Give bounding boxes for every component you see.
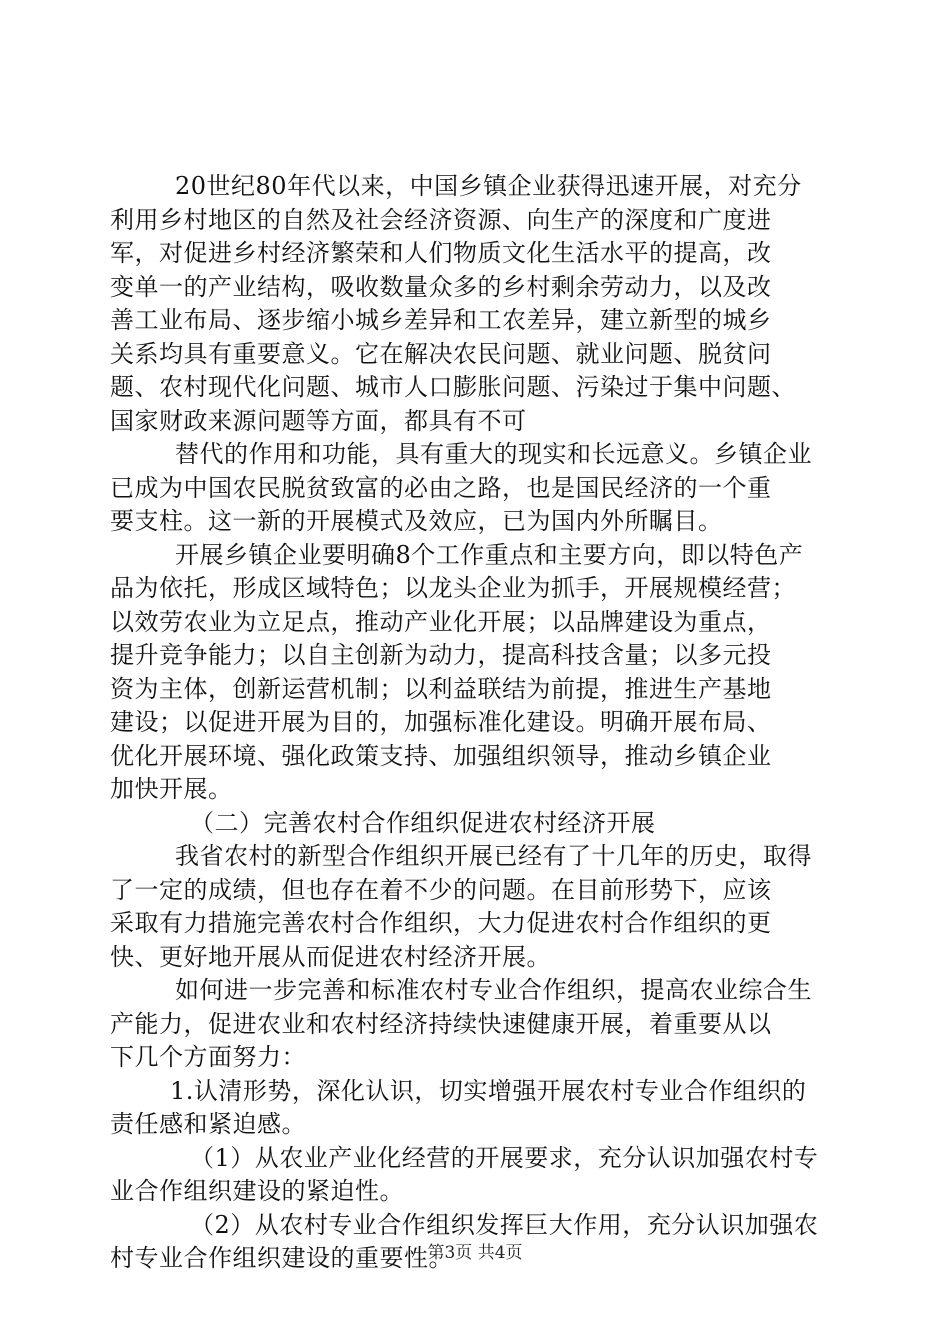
text-line: 了一定的成绩，但也存在着不少的问题。在目前形势下，应该 bbox=[110, 875, 772, 904]
text-line: 快、更好地开展从而促进农村经济开展。 bbox=[110, 942, 551, 971]
text-line: 如何进一步完善和标准农村专业合作组织，提高农业综合生 bbox=[175, 976, 812, 1004]
text-line: 替代的作用和功能，具有重大的现实和长远意义。乡镇企业 bbox=[175, 440, 812, 468]
page-footer: 第3页 共4页 bbox=[427, 1243, 523, 1263]
text-line: 题、农村现代化问题、城市人口膨胀问题、污染过于集中问题、 bbox=[110, 373, 796, 401]
text-line: 军，对促进乡村经济繁荣和人们物质文化生活水平的提高，改 bbox=[110, 239, 772, 267]
text-line: 20世纪80年代以来，中国乡镇企业获得迅速开展，对充分 bbox=[175, 172, 802, 200]
text-line: 下几个方面努力： bbox=[110, 1043, 306, 1071]
text-line: 变单一的产业结构，吸收数量众多的乡村剩余劳动力，以及改 bbox=[110, 272, 772, 301]
text-line: 提升竞争能力；以自主创新为动力，提高科技含量；以多元投 bbox=[110, 641, 772, 669]
text-line: 国家财政来源问题等方面，都具有不可 bbox=[110, 406, 527, 435]
text-line: 优化开展环境、强化政策支持、加强组织领导，推动乡镇企业 bbox=[110, 741, 772, 770]
text-line: 开展乡镇企业要明确8个工作重点和主要方向，即以特色产 bbox=[175, 540, 804, 569]
text-line: 产能力，促进农业和农村经济持续快速健康开展，着重要从以 bbox=[110, 1009, 772, 1038]
text-line: 采取有力措施完善农村合作组织，大力促进农村合作组织的更 bbox=[110, 909, 772, 937]
text-line: 利用乡村地区的自然及社会经济资源、向生产的深度和广度进 bbox=[110, 205, 772, 234]
text-line: 资为主体，创新运营机制；以利益联结为前提，推进生产基地 bbox=[110, 674, 772, 703]
text-line: 1.认清形势，深化认识，切实增强开展农村专业合作组织的 bbox=[170, 1076, 807, 1105]
text-line: （2）从农村专业合作组织发挥巨大作用，充分认识加强农 bbox=[190, 1210, 819, 1239]
text-line: 品为依托，形成区域特色；以龙头企业为抓手，开展规模经营； bbox=[110, 574, 796, 602]
text-line: 要支柱。这一新的开展模式及效应，已为国内外所瞩目。 bbox=[110, 507, 723, 535]
text-line: 责任感和紧迫感。 bbox=[110, 1110, 306, 1138]
text-line: （1）从农业产业化经营的开展要求，充分认识加强农村专 bbox=[190, 1143, 819, 1172]
text-line: 加快开展。 bbox=[110, 775, 233, 803]
text-line: 以效劳农业为立足点，推动产业化开展；以品牌建设为重点， bbox=[110, 607, 772, 636]
text-line: 关系均具有重要意义。它在解决农民问题、就业问题、脱贫问 bbox=[110, 339, 772, 368]
text-line: 业合作组织建设的紧迫性。 bbox=[110, 1177, 404, 1205]
text-line: 村专业合作组织建设的重要性。 bbox=[110, 1244, 453, 1272]
text-line: 已成为中国农民脱贫致富的必由之路，也是国民经济的一个重 bbox=[110, 473, 772, 502]
text-line: 我省农村的新型合作组织开展已经有了十几年的历史，取得 bbox=[175, 842, 812, 870]
text-line: 善工业布局、逐步缩小城乡差异和工农差异，建立新型的城乡 bbox=[110, 306, 772, 334]
text-line: （二）完善农村合作组织促进农村经济开展 bbox=[190, 808, 656, 837]
document-body bbox=[110, 170, 840, 1276]
text-line: 建设；以促进开展为目的，加强标准化建设。明确开展布局、 bbox=[110, 708, 772, 736]
